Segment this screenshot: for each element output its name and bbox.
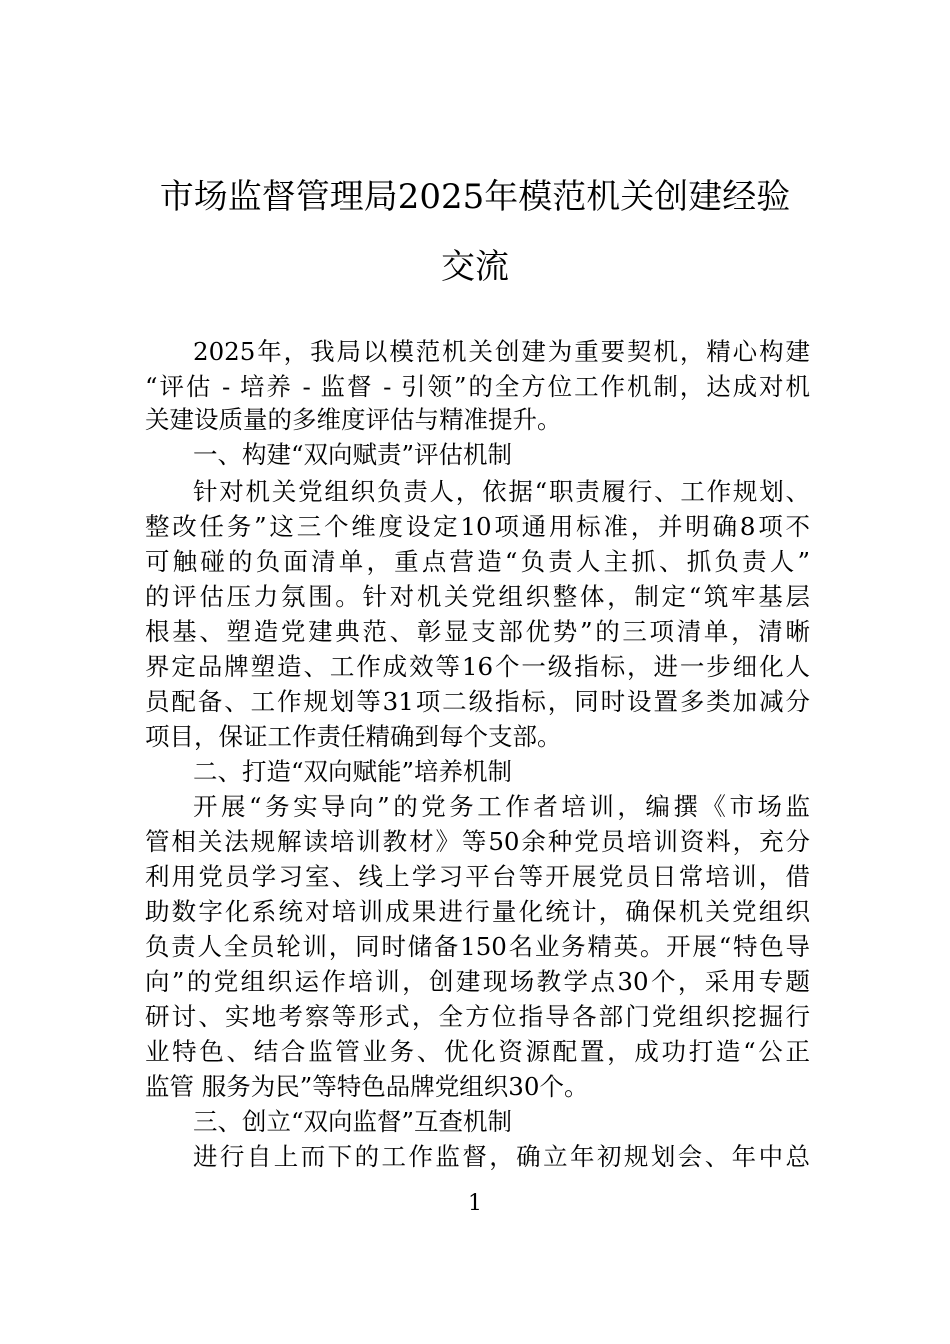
paragraph-line: “评估 - 培养 - 监督 - 引领”的全方位工作机制，达成对机 (145, 372, 810, 401)
paragraph-line: 针对机关党组织负责人，依据“职责履行、工作规划、 (193, 477, 810, 506)
document-title-line-2: 交流 (441, 247, 509, 287)
document-title-line-1: 市场监督管理局2025年模范机关创建经验 (159, 177, 791, 217)
paragraph-line: 可触碰的负面清单，重点营造“负责人主抓、抓负责人” (145, 547, 810, 576)
paragraph-line: 向”的党组织运作培训，创建现场教学点30个，采用专题 (145, 967, 810, 996)
paragraph-line: 进行自上而下的工作监督，确立年初规划会、年中总 (193, 1142, 810, 1171)
section-heading-2: 二、打造“双向赋能”培养机制 (193, 757, 513, 786)
paragraph-line: 负责人全员轮训，同时储备150名业务精英。开展“特色导 (145, 932, 810, 961)
paragraph-line: 管相关法规解读培训教材》等50余种党员培训资料，充分 (145, 827, 810, 856)
paragraph-line: 员配备、工作规划等31项二级指标，同时设置多类加减分 (145, 687, 810, 716)
paragraph-line: 研讨、实地考察等形式，全方位指导各部门党组织挖掘行 (145, 1002, 810, 1031)
paragraph-line: 利用党员学习室、线上学习平台等开展党员日常培训，借 (145, 862, 810, 891)
page-number: 1 (468, 1191, 482, 1216)
paragraph-line: 助数字化系统对培训成果进行量化统计，确保机关党组织 (145, 897, 810, 926)
paragraph-line: 监管 服务为民”等特色品牌党组织30个。 (145, 1072, 589, 1101)
paragraph-line: 开展“务实导向”的党务工作者培训，编撰《市场监 (193, 792, 810, 821)
paragraph-line: 关建设质量的多维度评估与精准提升。 (145, 405, 562, 434)
paragraph-line: 业特色、结合监管业务、优化资源配置，成功打造“公正 (145, 1037, 810, 1066)
paragraph-line: 整改任务”这三个维度设定10项通用标准，并明确8项不 (145, 512, 810, 541)
paragraph-line: 项目，保证工作责任精确到每个支部。 (145, 722, 562, 751)
section-heading-1: 一、构建“双向赋责”评估机制 (193, 440, 513, 469)
paragraph-line: 的评估压力氛围。针对机关党组织整体，制定“筑牢基层 (145, 582, 810, 611)
paragraph-line: 2025年，我局以模范机关创建为重要契机，精心构建 (193, 337, 810, 366)
section-heading-3: 三、创立“双向监督”互查机制 (193, 1107, 513, 1136)
paragraph-line: 根基、塑造党建典范、彰显支部优势”的三项清单，清晰 (145, 617, 810, 646)
paragraph-line: 界定品牌塑造、工作成效等16个一级指标，进一步细化人 (145, 652, 810, 681)
